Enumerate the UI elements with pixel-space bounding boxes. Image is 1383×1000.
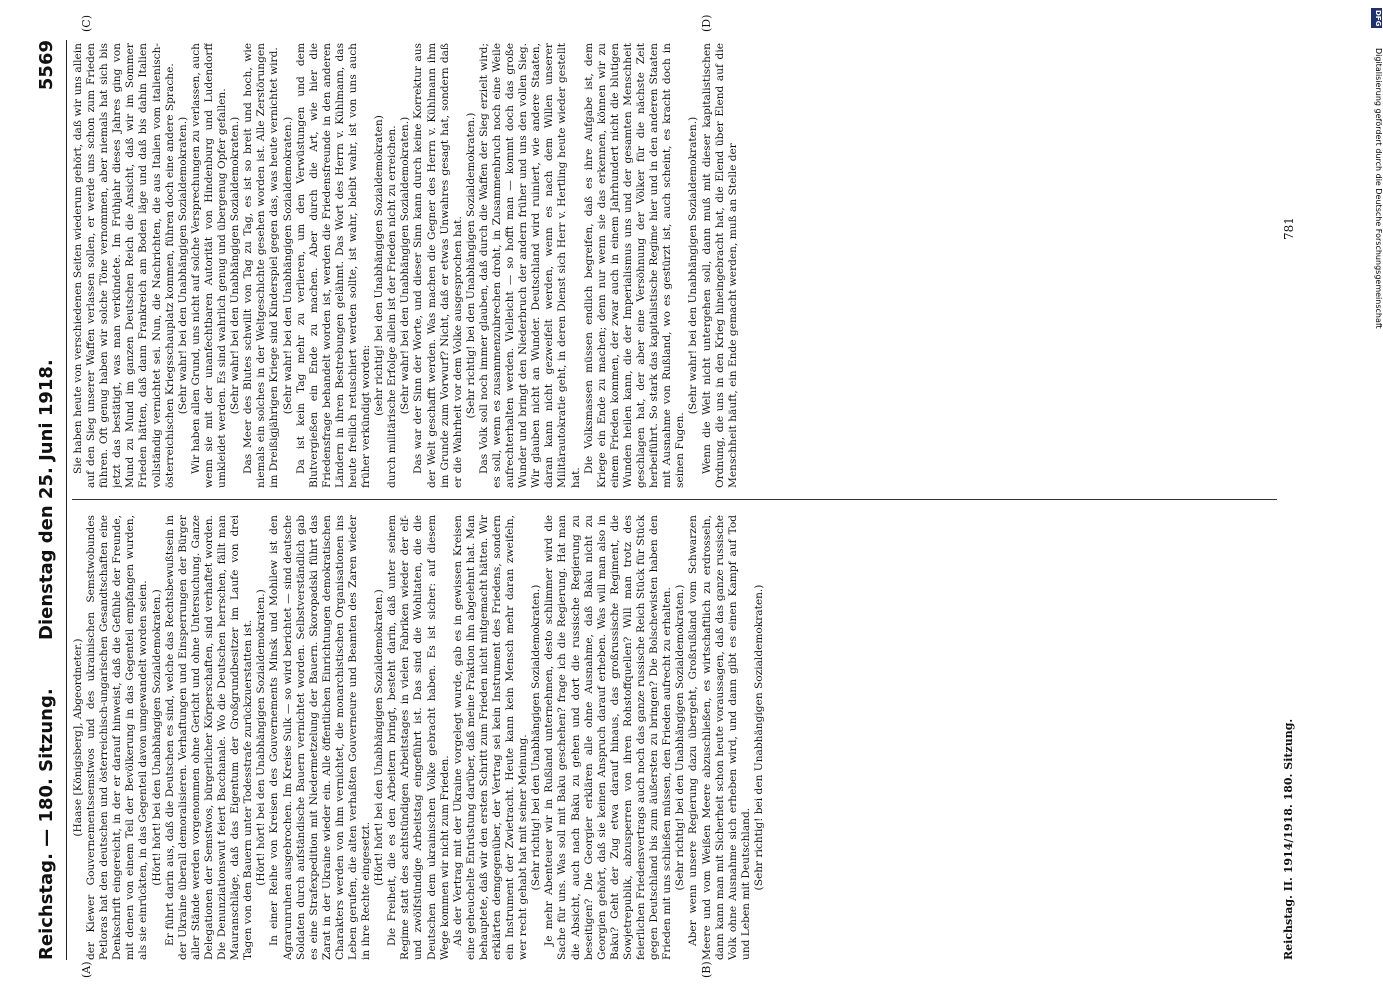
footer-reference: Reichstag. II. 1914/1918. 180. Sitzung. — [1282, 718, 1295, 960]
paragraph: Aber wenn unsere Regierung dazu übergeht, Großrußland vom Schwarzen Meere und vom Weißen Meere abzuschließen, es wirtschaftlich zu erdrosseln, dann kann man mit Sicherheit schon heute voraussagen, daß das ganze russische Volk ohne Ausnahme sich erheben wird, und dann gibt es einen Kampf auf Tod und Leben mit Deutschland. — [687, 515, 752, 960]
paragraph: Als der Vertrag mit der Ukraine vorgelegt wurde, gab es in gewissen Kreisen eine geheuchelte Entrüstung darüber, daß meine Fraktion ihn abgelehnt hat. Man behauptete, daß wir den ersten Schritt zum Frieden nicht mitgemacht hätten. Wir erklärten demgegenüber, der Vertrag sei kein Instrument des Friedens, sondern ein Instrument der Zwietracht. Heute kann kein Mensch mehr daran zweifeln, wer recht gehabt hat mit seiner Meinung. — [451, 515, 530, 960]
header-date: Dienstag den 25. Juni 1918. — [36, 359, 57, 640]
text-column-right — [72, 43, 1277, 488]
paragraph: Sie haben heute von verschiedenen Seiten wiederum gehört, daß wir uns allein auf den Sieg unserer Waffen verlassen sollen, er werde uns schon zum Frieden führen. Oft genug haben wir solche Töne vernommen, aber niemals hat sich bis jetzt das bestätigt, was man verkündete. Im Frühjahr dieses Jahres ging von Mund zu Mund im ganzen Deutschen Reich die Ansicht, daß wir im Sommer Frieden hätten, daß dann Frankreich am Boden läge und daß bis dahin Italien vollständig vernichtet sei. Nun, die Nachrichten, die aus Italien vom italienisch-österreichischen Kriegsschauplatz kommen, führen doch eine andere Sprache. — [72, 43, 176, 488]
interjection: (Sehr wahr! bei den Unabhängigen Sozialdemokraten.) — [687, 116, 700, 415]
margin-marker-a: (A) — [80, 961, 93, 978]
digitization-credit: Digitalisierung gefördert durch die Deutsche Forschungsgemeinschaft — [1374, 48, 1383, 329]
interjection: (Sehr wahr! bei den Unabhängigen Sozialdemokraten.) — [229, 116, 242, 415]
interjection: (Sehr wahr! bei den Unabhängigen Sozialdemokraten.) — [399, 116, 412, 415]
side-credit — [1370, 0, 1382, 1000]
paragraph: Die Freiheit, die es den Arbeitern bringt, besteht darin, daß unter seinem Regime statt des achtstündigen Arbeitstages in vielen Fabriken wieder der elf- und zwölfstündige Arbeitstag eingeführt ist. Das sind die Wohltaten, die die Deutschen dem ukrainischen Volke gebracht haben. Es ist sicher: auf diesem Wege kommen wir nicht zum Frieden. — [386, 515, 451, 960]
paragraph: Das Meer des Blutes schwillt von Tag zu Tag, es ist so breit und hoch, wie niemals ein solches in der Weltgeschichte gesehen worden ist. Alle Zerstörungen im Dreißigjährigen Kriege sind Kinderspiel gegen das, was heute vernichtet wird. — [242, 43, 281, 488]
paragraph: Die Volksmassen müssen endlich begreifen, daß es ihre Aufgabe ist, dem Kriege ein Ende zu machen; denn nur wenn sie das erkennen, können wir zu einem Frieden kommen, der zwar auch in einem Jahrhundert nicht die blutigen Wunden heilen kann, die der Imperialismus uns und der gesamten Menschheit geschlagen hat, der aber eine Versöhnung der Völker für die nächste Zeit herbeiführt. So stark das kapitalistische Regime hier und in den anderen Staaten mit Ausnahme von Rußland, wo es gestürzt ist, auch scheint, es kracht doch in seinen Fugen. — [582, 43, 687, 488]
interjection: (Sehr wahr! bei den Unabhängigen Sozialdemokraten.) — [281, 116, 294, 415]
header-left: Reichstag. — 180. Sitzung. — [36, 688, 57, 960]
paragraph: Das war der Sinn der Worte, und dieser Sinn kann durch keine Korrektur aus der Welt geschafft werden. Was machen die Gegner des Herrn v. Kühlmann ihm im Grunde zum Vorwurf? Nicht, daß er etwas Unwahres gesagt hat, sondern daß er die Wahrheit vor dem Volke ausgesprochen hat. — [412, 43, 464, 488]
interjection: (Hört! hört! bei den Unabhängigen Sozialdemokraten.) — [255, 589, 268, 886]
interjection: (Sehr wahr! bei den Unabhängigen Sozialdemokraten.) — [176, 116, 189, 415]
text-column-left — [72, 515, 1277, 960]
paragraph: Er führt darin aus, daß die Deutschen es sind, welche das Rechtsbewußtsein in der Ukraine überall demoralisieren. Verhaftungen und Einsperrungen der Bürger aller Stände werden vorgenommen ohne Gericht und ohne Untersuchung. Ganze Delegationen der Semstwos, bürgerlicher Körperschaften, sind verhaftet worden. Die Denunziationswut feiert Bacchanale. Wo die Deutschen herrschen, fällt man Mauranschläge, daß das Eigentum der Großgrundbesitzer im Laufe von drei Tagen von den Bauern unter Todesstrafe zurückzuerstatten ist. — [163, 515, 255, 960]
paragraph: Wir haben allen Grund, uns nicht auf solche Versprechungen zu verlassen, auch wenn sie mit der unanfechtbaren Autorität von Hindenburg und Ludendorff umkleidet werden. Es sind wahrlich genug und übergenug Opfer gefallen. — [189, 43, 229, 488]
paragraph: Je mehr Abenteuer wir in Rußland unternehmen, desto schlimmer wird die Sache für uns. Was soll mit Baku geschehen? frage ich die Regierung. Hat man die Absicht, auch nach Baku zu gehen und dort die russische Regierung zu beseitigen? Die Georgier erklären alle ohne Ausnahme, daß Baku nicht zu Georgien gehört, daß sie keinen Anspruch darauf erheben. Was will man also in Baku? Geht der Zug etwa darauf hinaus, das großrussische Regiment, die Sowjetrepublik, abzusperren von ihren Rohstoffquellen? Will man trotz des feierlichen Friedensvertrags auch noch das ganze russische Reich Stück für Stück gegen Deutschland bis zum äußersten zu bringen? Die Bolschewisten haben den Frieden mit uns schließen müssen, den Frieden aufrecht zu erhalten. — [543, 515, 674, 960]
page-header — [30, 40, 66, 960]
paragraph: Wenn die Welt nicht untergehen soll, dann muß mit dieser kapitalistischen Ordnung, die uns in den Krieg hineingebracht hat, die Elend über Elend auf die Menschheit häuft, ein Ende gemacht werden, muß an Stelle der — [700, 43, 739, 488]
paragraph: durch militärische Erfolge allein ist der Frieden nicht zu erreichen. — [386, 125, 399, 488]
paragraph: Da ist kein Tag mehr zu verlieren, um den Verwüstungen und dem Blutvergießen ein Ende zu machen. Aber durch die Art, wie hier die Friedensfrage behandelt worden ist, werden die Friedensfreunde in den anderen Ländern in ihren Bestrebungen gelähmt. Das Wort des Herrn v. Kühlmann, das heute freilich retuschiert werden sollte, ist wahr, bleibt wahr, ist von uns auch früher verkündigt worden: — [294, 43, 373, 488]
paragraph: In einer Reihe von Kreisen des Gouvernements Minsk und Mohilew ist den Agrarunruhen ausgebrochen. Im Kreise Sulk — so wird berichtet — sind deutsche Soldaten durch aufständische Bauern vernichtet worden. Selbstverständlich gab es eine Strafexpedition mit Niedermetzelung der Bauern. Skoropadski führt das Zarat in der Ukraine wieder ein. Alle öffentlichen Einrichtungen demokratischen Charakters werden von ihm vernichtet, die monarchistischen Organisationen ins Leben gerufen, die alten verhaßten Gouverneure und Beamten des Zaren wieder in ihre Rechte eingesetzt. — [268, 515, 373, 960]
paragraph: (Haase [Königsberg], Abgeordneter.) — [72, 638, 84, 837]
footer-page-number: 781 — [1282, 217, 1296, 240]
header-rule — [66, 40, 67, 960]
column-divider — [72, 499, 1277, 500]
dfg-logo: DFG — [1371, 8, 1382, 28]
interjection: (Sehr richtig! bei den Unabhängigen Sozialdemokraten.) — [752, 584, 765, 891]
header-page-number: 5569 — [36, 40, 57, 91]
interjection: (Sehr richtig! bei den Unabhängigen Sozialdemokraten.) — [464, 112, 477, 419]
paragraph: der Kiewer Gouvernementssemstwos und des ukrainischen Semstwobundes Petloras hat den deutschen und österreichisch-ungarischen Gesandtschaften eine Denkschrift eingereicht, in der er darauf hinweist, daß die Gefühle der Freunde, mit denen von einem Teil der Bevölkerung in das Gegenteil empfangen wurden, als sie einrückten, in das Gegenteil davon umgewandelt worden seien. — [85, 515, 150, 960]
paragraph: Das Volk soll noch immer glauben, daß durch die Waffen der Sieg erzielt wird; es soll, wenn es zusammenzubrechen droht, in Zusammenbruch noch eine Weile aufrechterhalten werden. Vielleicht — so hofft man — kommt doch das große Wunder und bringt den Niederbruch der andern früher und uns den vollen Sieg. Wir glauben nicht an Wunder. Deutschland wird ruiniert, wie andere Staaten, daran kann nicht gezweifelt werden, wenn es nach dem Willen unserer Militärautokratie geht, in deren Dienst sich Herr v. Hertling heute wieder gestellt hat. — [477, 43, 582, 488]
interjection: (sehr richtig! bei den Unabhängigen Sozialdemokraten) — [373, 115, 386, 416]
interjection: (Hört! hört! bei den Unabhängigen Sozialdemokraten.) — [373, 589, 386, 886]
interjection: (Hört! hört! bei den Unabhängigen Sozialdemokraten.) — [150, 589, 163, 886]
margin-marker-c: (C) — [80, 15, 93, 32]
margin-marker-d: (D) — [700, 14, 713, 32]
interjection: (Sehr richtig! bei den Unabhängigen Sozialdemokraten.) — [530, 584, 543, 891]
margin-marker-b: (B) — [700, 961, 713, 978]
interjection: (Sehr richtig! bei den Unabhängigen Sozialdemokraten.) — [674, 584, 687, 891]
